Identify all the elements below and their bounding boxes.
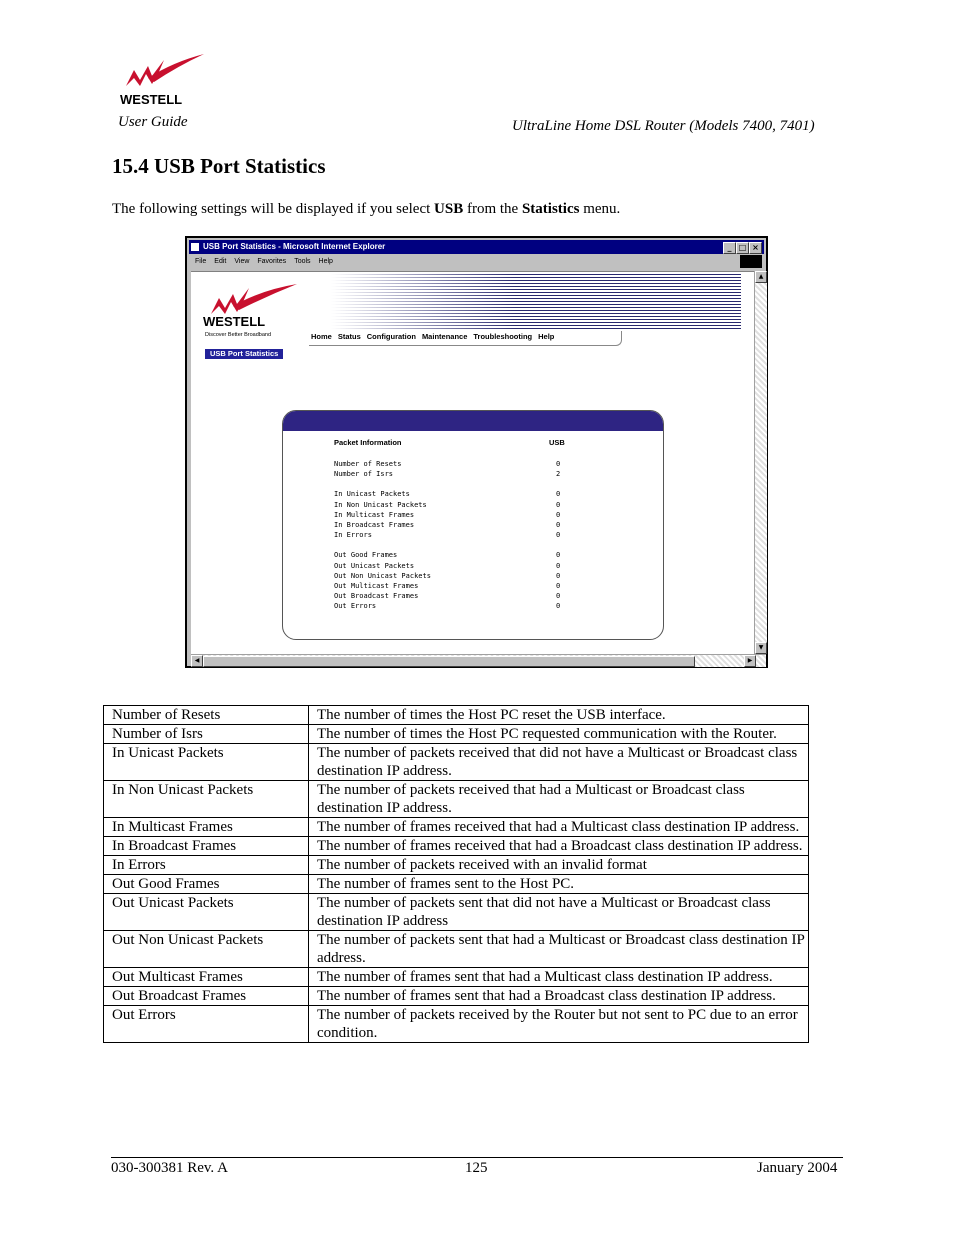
term-cell: In Non Unicast Packets bbox=[104, 781, 309, 818]
stat-label: Out Unicast Packets bbox=[334, 561, 415, 570]
term-cell: Out Unicast Packets bbox=[104, 894, 309, 931]
panel-header-bar bbox=[283, 411, 663, 431]
header-stripes bbox=[331, 274, 741, 329]
stat-value: 0 bbox=[556, 521, 561, 529]
stat-label: In Non Unicast Packets bbox=[334, 500, 427, 509]
table-row bbox=[104, 894, 809, 931]
term-cell: In Broadcast Frames bbox=[104, 837, 309, 856]
vertical-scrollbar[interactable] bbox=[754, 271, 767, 654]
svg-text:Discover Better Broadband: Discover Better Broadband bbox=[205, 332, 272, 338]
section-title: 15.4 USB Port Statistics bbox=[112, 154, 326, 178]
minimize-icon[interactable]: _ bbox=[723, 242, 736, 254]
stat-value: 0 bbox=[556, 561, 561, 570]
stat-value: 0 bbox=[556, 551, 561, 560]
scroll-up-icon[interactable]: ▲ bbox=[755, 271, 767, 283]
definitions-table bbox=[103, 705, 809, 1043]
description-cell: The number of times the Host PC reset the USB interface. bbox=[309, 706, 809, 725]
table-row bbox=[104, 856, 809, 875]
table-row bbox=[104, 818, 809, 837]
nav-help[interactable]: Help bbox=[538, 332, 555, 341]
table-row bbox=[104, 931, 809, 968]
browser-menu-bar bbox=[189, 255, 764, 269]
scroll-left-icon[interactable]: ◀ bbox=[191, 655, 203, 667]
horizontal-scrollbar[interactable] bbox=[191, 654, 766, 667]
description-cell: The number of frames sent that had a Multicast class destination IP address. bbox=[309, 968, 809, 987]
window-title-bar: USB Port Statistics - Microsoft Internet Explorer _ □ × bbox=[189, 240, 764, 254]
stat-value: 0 bbox=[556, 531, 561, 540]
table-row bbox=[104, 706, 809, 725]
packet-info-heading: Packet Information bbox=[334, 438, 402, 447]
nav-home[interactable]: Home bbox=[311, 332, 332, 341]
term-cell: Number of Resets bbox=[104, 706, 309, 725]
table-row bbox=[104, 875, 809, 894]
windows-logo-icon bbox=[740, 255, 762, 268]
browser-content bbox=[191, 271, 754, 655]
svg-text:WESTELL: WESTELL bbox=[120, 92, 183, 107]
description-cell: The number of frames received that had a Broadcast class destination IP address. bbox=[309, 837, 809, 856]
nav-status[interactable]: Status bbox=[337, 332, 361, 341]
description-cell: The number of packets received that had a Multicast or Broadcast class destination IP address. bbox=[309, 781, 809, 818]
stat-label: Out Broadcast Frames bbox=[334, 592, 419, 601]
stat-value: 0 bbox=[556, 500, 561, 509]
menu-item-file[interactable]: File bbox=[195, 258, 207, 265]
stat-label: In Broadcast Frames bbox=[334, 521, 415, 529]
close-icon[interactable]: × bbox=[749, 242, 762, 254]
description-cell: The number of packets received by the Router but not sent to PC due to an error condition. bbox=[309, 1006, 809, 1043]
table-row bbox=[104, 968, 809, 987]
scroll-right-icon[interactable]: ▶ bbox=[744, 655, 756, 667]
westell-page-logo bbox=[201, 282, 301, 340]
ie-icon bbox=[191, 243, 199, 251]
menu-item-favorites[interactable]: Favorites bbox=[257, 258, 287, 265]
stat-value: 0 bbox=[556, 582, 561, 590]
stat-value: 0 bbox=[556, 571, 561, 580]
term-cell: Out Non Unicast Packets bbox=[104, 931, 309, 968]
table-row bbox=[104, 725, 809, 744]
stat-label: In Errors bbox=[334, 531, 372, 540]
svg-text:WESTELL: WESTELL bbox=[203, 314, 266, 329]
stat-label: Number of Isrs bbox=[334, 470, 394, 479]
maximize-icon[interactable]: □ bbox=[736, 242, 749, 254]
nav-maintenance[interactable]: Maintenance bbox=[421, 332, 468, 341]
term-cell: Out Good Frames bbox=[104, 875, 309, 894]
stats-panel bbox=[282, 410, 664, 640]
footer-rule bbox=[111, 1157, 843, 1158]
stat-label: Out Non Unicast Packets bbox=[334, 571, 431, 580]
description-cell: The number of frames sent to the Host PC. bbox=[309, 875, 809, 894]
footer-date: January 2004 bbox=[757, 1160, 838, 1176]
stat-value: 0 bbox=[556, 602, 561, 611]
nav-configuration[interactable]: Configuration bbox=[366, 332, 416, 341]
top-nav bbox=[309, 331, 622, 346]
browser-screenshot bbox=[185, 236, 768, 668]
page-badge: USB Port Statistics bbox=[205, 349, 283, 359]
menu-item-edit[interactable]: Edit bbox=[214, 258, 227, 265]
stat-value: 2 bbox=[556, 470, 561, 479]
stat-value: 0 bbox=[556, 510, 561, 519]
description-cell: The number of packets sent that did not have a Multicast or Broadcast class destination IP address bbox=[309, 894, 809, 931]
menu-item-view[interactable]: View bbox=[234, 258, 250, 265]
description-cell: The number of packets received that did not have a Multicast or Broadcast class destination IP address. bbox=[309, 744, 809, 781]
description-cell: The number of times the Host PC requested communication with the Router. bbox=[309, 725, 809, 744]
usb-column-heading: USB bbox=[549, 438, 565, 447]
horizontal-scroll-thumb[interactable] bbox=[203, 656, 695, 667]
menu-item-tools[interactable]: Tools bbox=[294, 258, 311, 265]
header-left: User Guide bbox=[118, 114, 188, 130]
footer-doc-number: 030-300381 Rev. A bbox=[111, 1160, 228, 1176]
stat-value: 0 bbox=[556, 592, 561, 601]
table-row bbox=[104, 744, 809, 781]
intro-paragraph: The following settings will be displayed if you select USB from the Statistics menu. bbox=[112, 201, 621, 217]
table-row bbox=[104, 1006, 809, 1043]
description-cell: The number of frames received that had a Multicast class destination IP address. bbox=[309, 818, 809, 837]
table-row bbox=[104, 781, 809, 818]
stat-label: Out Good Frames bbox=[334, 551, 398, 560]
footer-page-number: 125 bbox=[465, 1160, 488, 1176]
term-cell: Out Broadcast Frames bbox=[104, 987, 309, 1006]
stat-label: Out Multicast Frames bbox=[334, 582, 419, 590]
menu-item-help[interactable]: Help bbox=[318, 258, 333, 265]
stat-label: In Unicast Packets bbox=[334, 490, 410, 499]
scroll-down-icon[interactable]: ▼ bbox=[755, 642, 767, 654]
term-cell: Out Multicast Frames bbox=[104, 968, 309, 987]
table-row bbox=[104, 837, 809, 856]
stat-label: Out Errors bbox=[334, 602, 377, 611]
stat-label: Number of Resets bbox=[334, 460, 402, 468]
nav-troubleshooting[interactable]: Troubleshooting bbox=[473, 332, 533, 341]
table-row bbox=[104, 987, 809, 1006]
term-cell: In Unicast Packets bbox=[104, 744, 309, 781]
description-cell: The number of packets sent that had a Multicast or Broadcast class destination IP address. bbox=[309, 931, 809, 968]
term-cell: In Multicast Frames bbox=[104, 818, 309, 837]
westell-logo bbox=[118, 52, 204, 112]
header-right: UltraLine Home DSL Router (Models 7400, 7401) bbox=[512, 118, 815, 134]
term-cell: Out Errors bbox=[104, 1006, 309, 1043]
description-cell: The number of packets received with an invalid format bbox=[309, 856, 809, 875]
description-cell: The number of frames sent that had a Broadcast class destination IP address. bbox=[309, 987, 809, 1006]
stat-value: 0 bbox=[556, 460, 561, 468]
stat-label: In Multicast Frames bbox=[334, 510, 415, 519]
term-cell: Number of Isrs bbox=[104, 725, 309, 744]
stat-value: 0 bbox=[556, 490, 561, 499]
term-cell: In Errors bbox=[104, 856, 309, 875]
